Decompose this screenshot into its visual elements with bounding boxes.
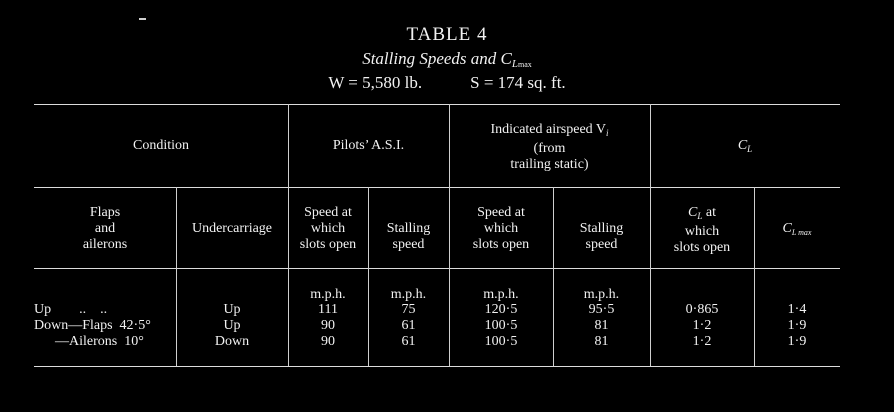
row-asi-slots: 90 bbox=[321, 318, 335, 333]
row-condition: —Ailerons 10° bbox=[34, 334, 144, 349]
unit-asi-slots: m.p.h. bbox=[310, 287, 346, 302]
row-cl-slots: 0·865 bbox=[685, 302, 719, 317]
row-asi-stall: 61 bbox=[401, 318, 416, 333]
row-ias-stall: 95·5 bbox=[588, 302, 615, 317]
row-ias-slots: 120·5 bbox=[484, 302, 518, 317]
row-asi-slots: 111 bbox=[318, 302, 338, 317]
subheader-flaps: Flaps and ailerons bbox=[82, 205, 128, 252]
row-condition: Up .. .. bbox=[34, 302, 108, 317]
subheader-asi-stalling: Stalling speed bbox=[386, 221, 431, 252]
row-cl-slots: 1·2 bbox=[692, 334, 712, 349]
table-subtitle: Stalling Speeds and $C_L\max$ bbox=[362, 49, 532, 70]
subheader-cl-max: $C_{L max}$ bbox=[782, 221, 812, 237]
weight-value: W = 5,580 lb. bbox=[328, 73, 423, 92]
row-ias-slots: 100·5 bbox=[484, 334, 518, 349]
row-asi-stall: 61 bbox=[401, 334, 416, 349]
row-ias-stall: 81 bbox=[594, 334, 609, 349]
row-ias-stall: 81 bbox=[594, 318, 609, 333]
unit-asi-stall: m.p.h. bbox=[390, 287, 427, 302]
header-pilots-asi: Pilots’ A.S.I. bbox=[332, 138, 405, 153]
unit-ias-slots: m.p.h. bbox=[483, 287, 519, 302]
subheader-undercarriage: Undercarriage bbox=[191, 221, 273, 236]
subheader-ias-slots: Speed at which slots open bbox=[472, 205, 530, 252]
rule-header bbox=[34, 187, 840, 188]
subheader-ias-stalling: Stalling speed bbox=[579, 221, 624, 252]
header-indicated-airspeed: Indicated airspeed $V_i$ (from trailing static) bbox=[490, 122, 609, 172]
rule-top bbox=[34, 104, 840, 105]
area-value: S = 174 sq. ft. bbox=[470, 73, 566, 92]
row-ias-slots: 100·5 bbox=[484, 318, 518, 333]
subheader-asi-slots: Speed at which slots open bbox=[299, 205, 357, 252]
rule-bottom bbox=[34, 366, 840, 367]
stray-mark bbox=[139, 18, 146, 20]
unit-ias-stall: m.p.h. bbox=[583, 287, 620, 302]
row-undercarriage: Up bbox=[223, 318, 241, 333]
row-undercarriage: Up bbox=[223, 302, 241, 317]
rule-subheader bbox=[34, 268, 840, 269]
row-cl-slots: 1·2 bbox=[692, 318, 712, 333]
table-parameters bbox=[0, 73, 894, 93]
subheader-cl-slots: $C_L$ at which slots open bbox=[673, 205, 731, 255]
row-condition: Down—Flaps 42·5° bbox=[34, 318, 151, 333]
row-cl-max: 1·9 bbox=[787, 318, 807, 333]
row-undercarriage: Down bbox=[214, 334, 250, 349]
header-condition: Condition bbox=[132, 138, 189, 153]
row-asi-slots: 90 bbox=[321, 334, 335, 349]
row-cl-max: 1·4 bbox=[787, 302, 807, 317]
row-cl-max: 1·9 bbox=[787, 334, 807, 349]
row-asi-stall: 75 bbox=[401, 302, 416, 317]
header-cl: $C_L$ bbox=[737, 138, 753, 154]
table-title: TABLE 4 bbox=[406, 24, 488, 45]
